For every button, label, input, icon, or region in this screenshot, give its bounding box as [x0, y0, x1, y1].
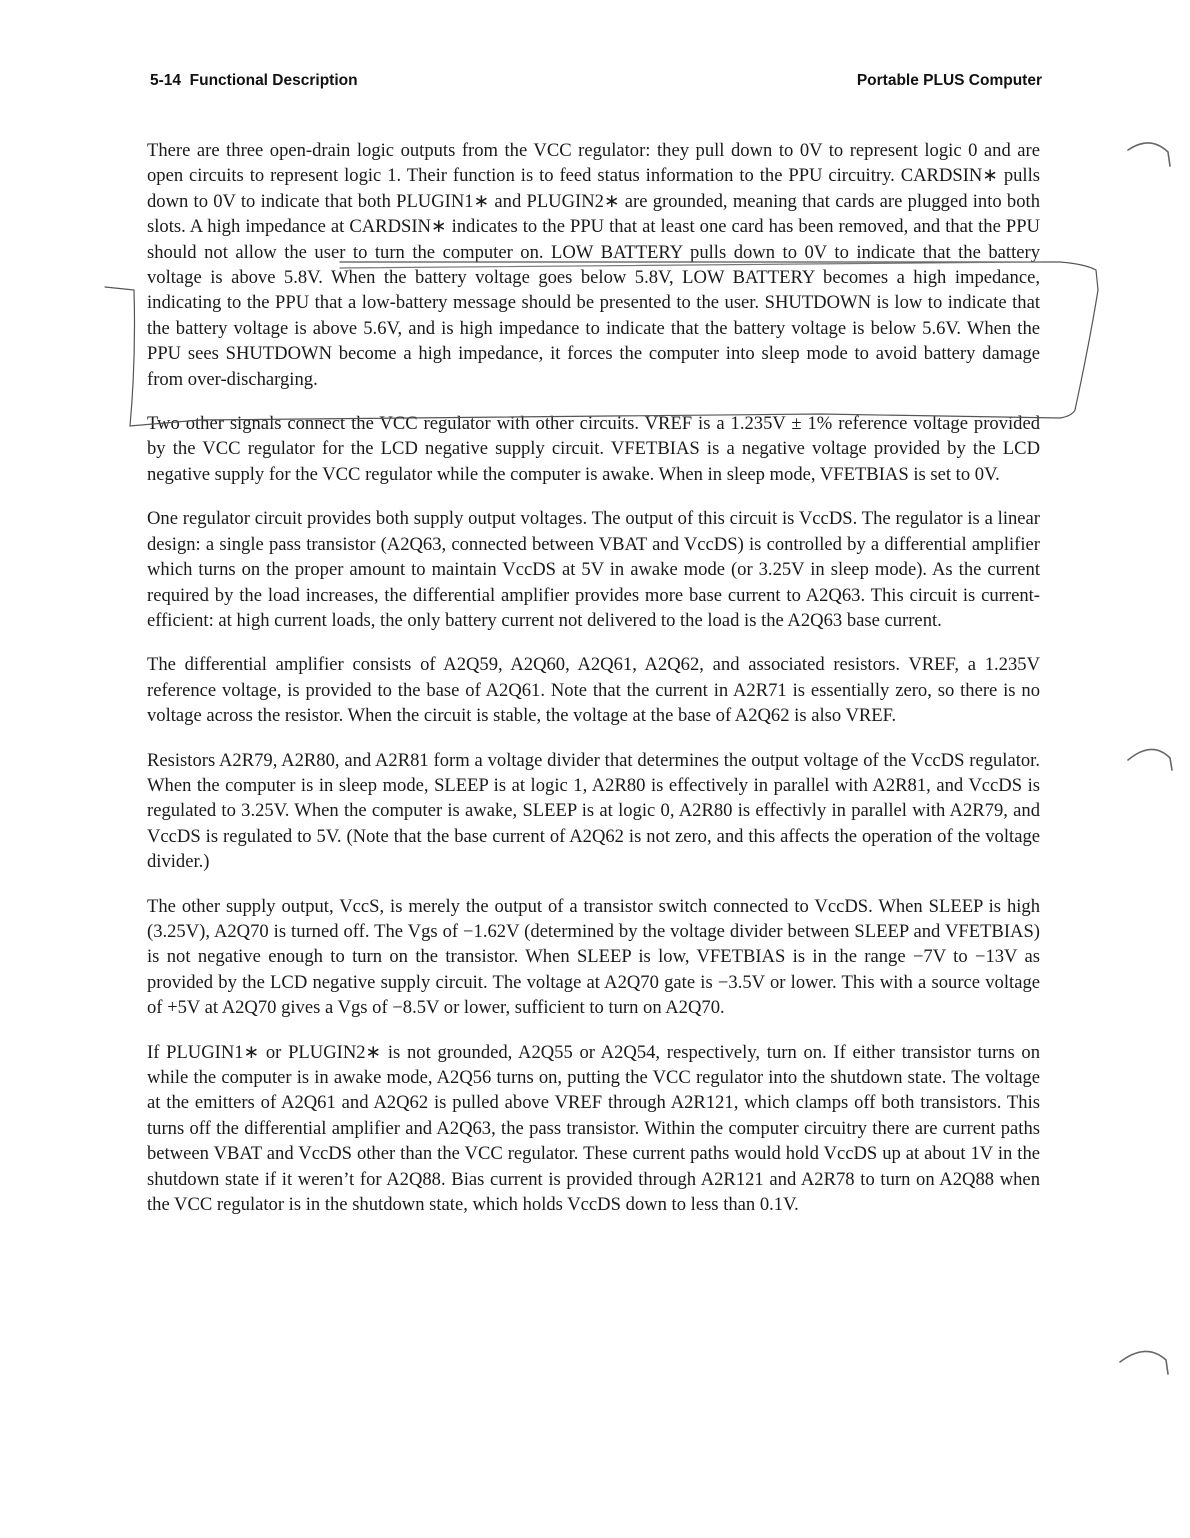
- paragraph-shutdown-state: If PLUGIN1∗ or PLUGIN2∗ is not grounded, A2Q55 or A2Q54, respectively, turn on. If either transistor turns on while the computer is in awake mode, A2Q56 turns on, putting the VCC regulator into the shutdown state. The voltage at the emitters of A2Q61 and A2Q62 is pulled above VREF through A2R121, which clamps off both transistors. This turns off the differential amplifier and A2Q63, the pass transistor. Within the computer circuitry there are current paths between VBAT and VccDS other than the VCC regulator. These current paths would hold VccDS up at about 1V in the shutdown state if it weren’t for A2Q88. Bias current is provided through A2R121 and A2R78 to turn on A2Q88 when the VCC regulator is in the shutdown state, which holds VccDS down to less than 0.1V.: [147, 1041, 1040, 1216]
- running-head: [150, 72, 1042, 94]
- hole-punch-mark-1: [1128, 143, 1170, 166]
- paragraph-differential-amplifier: The differential amplifier consists of A2Q59, A2Q60, A2Q61, A2Q62, and associated resistors. VREF, a 1.235V reference voltage, is provided to the base of A2Q61. Note that the current in A2R71 is essentially zero, so there is no voltage across the resistor. When the circuit is stable, the voltage at the base of A2Q62 is also VREF.: [147, 654, 1040, 727]
- section-title: 5-14 Functional Description: [150, 72, 358, 89]
- paragraph-voltage-divider: Resistors A2R79, A2R80, and A2R81 form a voltage divider that determines the output voltage of the VccDS regulator. When the computer is in sleep mode, SLEEP is at logic 1, A2R80 is effectively in parallel with A2R81, and VccDS is regulated to 3.25V. When the computer is awake, SLEEP is at logic 0, A2R80 is effectivly in parallel with A2R79, and VccDS is regulated to 5V. (Note that the base current of A2Q62 is not zero, and this affects the operation of the voltage divider.): [147, 749, 1040, 873]
- hole-punch-mark-2: [1128, 749, 1172, 770]
- hole-punch-mark-3: [1120, 1351, 1168, 1374]
- paragraph-regulator-circuit: One regulator circuit provides both supply output voltages. The output of this circuit is VccDS. The regulator is a linear design: a single pass transistor (A2Q63, connected between VBAT and VccDS) is controlled by a differential amplifier which turns on the proper amount to maintain VccDS at 5V in awake mode (or 3.25V in sleep mode). As the current required by the load increases, the differential amplifier provides more base current to A2Q63. This circuit is current-efficient: at high current loads, the only battery current not delivered to the load is the A2Q63 base current.: [147, 508, 1040, 631]
- paragraph-vccs-output: The other supply output, VccS, is merely the output of a transistor switch connected to VccDS. When SLEEP is high (3.25V), A2Q70 is turned off. The Vgs of −1.62V (determined by the voltage divider between SLEEP and VFETBIAS) is not negative enough to turn on the transistor. When SLEEP is low, VFETBIAS is in the range −7V to −13V as provided by the LCD negative supply circuit. The voltage at A2Q70 gate is −3.5V or lower. This with a source voltage of +5V at A2Q70 gives a Vgs of −8.5V or lower, sufficient to turn on A2Q70.: [147, 895, 1040, 1019]
- paragraph-status-outputs: There are three open-drain logic outputs from the VCC regulator: they pull down to 0V to represent logic 0 and are open circuits to represent logic 1. Their function is to feed status information to the PPU circuitry. CARDSIN∗ pulls down to 0V to indicate that both PLUGIN1∗ and PLUGIN2∗ are grounded, meaning that cards are plugged into both slots. A high impedance at CARDSIN∗ indicates to the PPU that at least one card has been removed, and that the PPU should not allow the user to turn the computer on. LOW BATTERY pulls down to 0V to indicate that the battery voltage is above 5.8V. When the battery voltage goes below 5.8V, LOW BATTERY becomes a high impedance, indicating to the PPU that a low-battery message should be presented to the user. SHUTDOWN is low to indicate that the battery voltage is above 5.6V, and is high impedance to indicate that the battery voltage is below 5.6V. When the PPU sees SHUTDOWN become a high impedance, it forces the computer into sleep mode to avoid battery damage from over-discharging.: [147, 140, 1040, 390]
- manual-title: Portable PLUS Computer: [856, 72, 1042, 89]
- body-text: [147, 138, 1040, 1236]
- paragraph-signals: Two other signals connect the VCC regulator with other circuits. VREF is a 1.235V ± 1% reference voltage provided by the VCC regulator for the LCD negative supply circuit. VFETBIAS is a negative voltage provided by the LCD negative supply for the VCC regulator while the computer is awake. When in sleep mode, VFETBIAS is set to 0V.: [147, 413, 1040, 485]
